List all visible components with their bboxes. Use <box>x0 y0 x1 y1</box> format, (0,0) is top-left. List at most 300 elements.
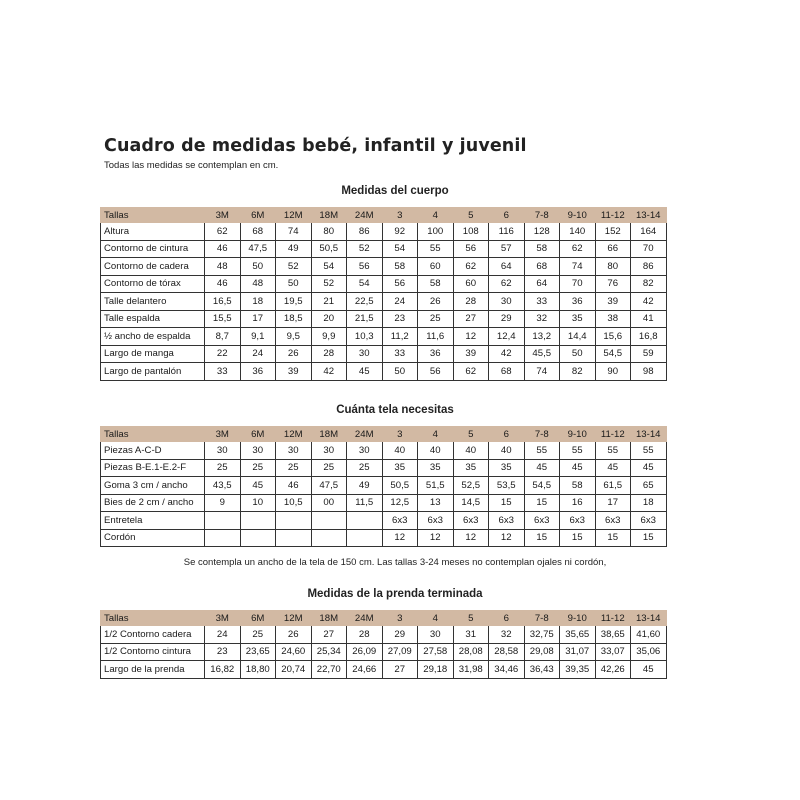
table-cell: 92 <box>382 223 418 241</box>
table-cell: 90 <box>595 363 631 381</box>
table-cell: 54 <box>382 240 418 258</box>
table-cell: 76 <box>595 275 631 293</box>
size-header: 18M <box>311 427 347 442</box>
table-cell: 60 <box>418 258 454 276</box>
table-row <box>101 345 667 363</box>
table-cell: 46 <box>205 275 241 293</box>
page-title: Cuadro de medidas bebé, infantil y juvenil <box>104 136 527 156</box>
page-subtitle: Todas las medidas se contemplan en cm. <box>104 160 279 171</box>
table-cell: 24,66 <box>347 661 383 679</box>
table-cell: 45 <box>560 459 596 477</box>
row-label: Contorno de tórax <box>101 275 205 293</box>
table-row <box>101 442 667 460</box>
size-header: 6M <box>240 208 276 223</box>
table-cell <box>311 512 347 530</box>
table-cell: 23 <box>205 643 241 661</box>
table-cell: 58 <box>524 240 560 258</box>
table-cell: 36 <box>560 293 596 311</box>
table-cell: 164 <box>631 223 667 241</box>
table-cell: 42 <box>631 293 667 311</box>
section-title-body: Medidas del cuerpo <box>341 185 449 197</box>
table-cell: 25,34 <box>311 643 347 661</box>
table-row <box>101 258 667 276</box>
table-cell: 50 <box>560 345 596 363</box>
table-cell: 53,5 <box>489 477 525 495</box>
table-cell: 45 <box>631 459 667 477</box>
table-cell: 26 <box>276 345 312 363</box>
table-cell: 47,5 <box>311 477 347 495</box>
table-row <box>101 328 667 346</box>
size-header: 13-14 <box>631 427 667 442</box>
table-cell: 50 <box>240 258 276 276</box>
size-header: 3M <box>205 427 241 442</box>
table-cell: 42 <box>489 345 525 363</box>
table-row <box>101 643 667 661</box>
table-cell: 46 <box>205 240 241 258</box>
table-cell: 15 <box>560 529 596 547</box>
table-cell: 60 <box>453 275 489 293</box>
size-header: 9-10 <box>560 611 596 626</box>
table-cell: 6x3 <box>524 512 560 530</box>
table-cell: 9 <box>205 494 241 512</box>
table-cell: 70 <box>631 240 667 258</box>
size-header: 4 <box>418 427 454 442</box>
table-cell: 36 <box>240 363 276 381</box>
table-cell: 31,98 <box>453 661 489 679</box>
table-cell: 54 <box>311 258 347 276</box>
row-label: Altura <box>101 223 205 241</box>
table-cell: 58 <box>418 275 454 293</box>
table-cell: 32,75 <box>524 626 560 644</box>
table-cell: 55 <box>595 442 631 460</box>
table-cell: 36 <box>418 345 454 363</box>
table-cell: 8,7 <box>205 328 241 346</box>
size-header: 7-8 <box>524 611 560 626</box>
table-cell: 33 <box>524 293 560 311</box>
table-cell: 17 <box>595 494 631 512</box>
size-header: 12M <box>276 208 312 223</box>
size-header: 13-14 <box>631 208 667 223</box>
table-cell: 23,65 <box>240 643 276 661</box>
row-label: Largo de la prenda <box>101 661 205 679</box>
table-cell: 39 <box>595 293 631 311</box>
table-cell: 86 <box>631 258 667 276</box>
table-cell: 25 <box>347 459 383 477</box>
section-title-finished: Medidas de la prenda terminada <box>307 588 483 600</box>
size-header: 24M <box>347 208 383 223</box>
table-cell: 54,5 <box>595 345 631 363</box>
table-cell <box>347 512 383 530</box>
table-cell: 26 <box>418 293 454 311</box>
table-cell: 41 <box>631 310 667 328</box>
table-cell: 35 <box>418 459 454 477</box>
table-cell: 152 <box>595 223 631 241</box>
table-cell: 22,5 <box>347 293 383 311</box>
table-cell: 25 <box>418 310 454 328</box>
table-cell: 6x3 <box>418 512 454 530</box>
size-header: 9-10 <box>560 208 596 223</box>
table-cell: 33 <box>205 363 241 381</box>
table-cell: 66 <box>595 240 631 258</box>
header-label: Tallas <box>101 208 205 223</box>
table-cell: 25 <box>276 459 312 477</box>
table-cell: 29,18 <box>418 661 454 679</box>
table-cell: 80 <box>595 258 631 276</box>
table-cell: 12,4 <box>489 328 525 346</box>
size-header: 11-12 <box>595 427 631 442</box>
table-cell: 82 <box>631 275 667 293</box>
size-header: 6 <box>489 611 525 626</box>
table-cell: 17 <box>240 310 276 328</box>
table-cell: 10,3 <box>347 328 383 346</box>
size-header: 3 <box>382 427 418 442</box>
table-cell: 26,09 <box>347 643 383 661</box>
table-cell: 62 <box>453 258 489 276</box>
table-cell: 27 <box>453 310 489 328</box>
table-cell <box>276 529 312 547</box>
table-cell: 61,5 <box>595 477 631 495</box>
table-cell: 58 <box>382 258 418 276</box>
fabric-needed-table <box>100 426 667 547</box>
table-cell: 35 <box>382 459 418 477</box>
table-cell: 18,80 <box>240 661 276 679</box>
table-cell: 31,07 <box>560 643 596 661</box>
table-cell: 56 <box>382 275 418 293</box>
table-cell: 27 <box>382 661 418 679</box>
row-label: Piezas A-C-D <box>101 442 205 460</box>
table-cell: 74 <box>560 258 596 276</box>
table-cell: 13,2 <box>524 328 560 346</box>
table-row <box>101 363 667 381</box>
table-cell: 41,60 <box>631 626 667 644</box>
table-cell: 29 <box>489 310 525 328</box>
size-header: 13-14 <box>631 611 667 626</box>
table-cell: 32 <box>524 310 560 328</box>
table-cell: 15 <box>524 494 560 512</box>
table-cell: 56 <box>453 240 489 258</box>
table-cell: 55 <box>631 442 667 460</box>
table-cell: 38,65 <box>595 626 631 644</box>
row-label: Entretela <box>101 512 205 530</box>
table-cell: 50 <box>382 363 418 381</box>
header-row <box>101 208 667 223</box>
size-header: 6M <box>240 611 276 626</box>
table-cell: 62 <box>560 240 596 258</box>
table-cell: 46 <box>276 477 312 495</box>
table-cell: 25 <box>240 626 276 644</box>
table-cell: 38 <box>595 310 631 328</box>
table-cell: 14,5 <box>453 494 489 512</box>
table-cell <box>205 529 241 547</box>
header-label: Tallas <box>101 611 205 626</box>
table-cell: 32 <box>489 626 525 644</box>
size-header: 3M <box>205 208 241 223</box>
header-row <box>101 611 667 626</box>
row-label: ½ ancho de espalda <box>101 328 205 346</box>
table-cell: 25 <box>205 459 241 477</box>
table-cell: 00 <box>311 494 347 512</box>
size-header: 7-8 <box>524 427 560 442</box>
row-label: Largo de manga <box>101 345 205 363</box>
table-cell: 50 <box>276 275 312 293</box>
table-cell: 39 <box>453 345 489 363</box>
table-cell: 18,5 <box>276 310 312 328</box>
table-cell: 45,5 <box>524 345 560 363</box>
table-cell: 74 <box>276 223 312 241</box>
table-cell: 15 <box>524 529 560 547</box>
table-cell: 9,1 <box>240 328 276 346</box>
table-cell: 49 <box>276 240 312 258</box>
table-cell: 62 <box>453 363 489 381</box>
table-cell: 55 <box>560 442 596 460</box>
table-cell: 15 <box>595 529 631 547</box>
size-header: 11-12 <box>595 611 631 626</box>
table-cell: 25 <box>311 459 347 477</box>
row-label: Talle espalda <box>101 310 205 328</box>
table-cell: 28 <box>347 626 383 644</box>
table-cell: 23 <box>382 310 418 328</box>
table-cell: 48 <box>240 275 276 293</box>
table-cell: 47,5 <box>240 240 276 258</box>
table-cell: 62 <box>205 223 241 241</box>
table-cell: 54,5 <box>524 477 560 495</box>
table-cell: 34,46 <box>489 661 525 679</box>
table-cell: 27 <box>311 626 347 644</box>
table-cell: 10,5 <box>276 494 312 512</box>
table-cell: 68 <box>489 363 525 381</box>
table-cell: 68 <box>524 258 560 276</box>
row-label: Piezas B-E.1-E.2-F <box>101 459 205 477</box>
table-row <box>101 223 667 241</box>
table-cell: 40 <box>453 442 489 460</box>
fabric-note: Se contempla un ancho de la tela de 150 cm. Las tallas 3-24 meses no contemplan ojales ni cordón, <box>183 557 607 568</box>
table-cell: 52 <box>347 240 383 258</box>
table-cell: 13 <box>418 494 454 512</box>
table-cell: 12 <box>453 529 489 547</box>
table-row <box>101 459 667 477</box>
row-label: Cordón <box>101 529 205 547</box>
table-cell: 29,08 <box>524 643 560 661</box>
table-cell: 35 <box>560 310 596 328</box>
table-row <box>101 494 667 512</box>
size-header: 9-10 <box>560 427 596 442</box>
table-cell: 30 <box>347 345 383 363</box>
table-cell: 12,5 <box>382 494 418 512</box>
table-cell: 86 <box>347 223 383 241</box>
table-cell: 15,5 <box>205 310 241 328</box>
row-label: Goma 3 cm / ancho <box>101 477 205 495</box>
table-cell: 57 <box>489 240 525 258</box>
table-cell: 30 <box>240 442 276 460</box>
table-cell: 39 <box>276 363 312 381</box>
size-header: 18M <box>311 611 347 626</box>
table-cell: 64 <box>489 258 525 276</box>
table-cell: 45 <box>595 459 631 477</box>
table-cell: 35 <box>489 459 525 477</box>
table-cell: 65 <box>631 477 667 495</box>
table-cell: 19,5 <box>276 293 312 311</box>
table-cell: 30 <box>205 442 241 460</box>
table-cell: 28 <box>453 293 489 311</box>
table-cell: 6x3 <box>560 512 596 530</box>
row-label: Largo de pantalón <box>101 363 205 381</box>
table-cell: 33,07 <box>595 643 631 661</box>
table-cell: 24 <box>240 345 276 363</box>
row-label: Talle delantero <box>101 293 205 311</box>
table-cell: 40 <box>382 442 418 460</box>
table-cell: 15 <box>631 529 667 547</box>
table-cell: 48 <box>205 258 241 276</box>
table-cell: 35,65 <box>560 626 596 644</box>
table-cell: 39,35 <box>560 661 596 679</box>
table-cell: 12 <box>489 529 525 547</box>
size-header: 6M <box>240 427 276 442</box>
table-row <box>101 275 667 293</box>
table-cell <box>347 529 383 547</box>
table-cell: 36,43 <box>524 661 560 679</box>
table-cell: 58 <box>560 477 596 495</box>
table-cell: 15 <box>489 494 525 512</box>
table-cell: 28,58 <box>489 643 525 661</box>
table-cell: 45 <box>524 459 560 477</box>
table-cell: 24 <box>382 293 418 311</box>
table-cell: 30 <box>418 626 454 644</box>
table-cell: 11,6 <box>418 328 454 346</box>
table-cell: 70 <box>560 275 596 293</box>
table-row <box>101 293 667 311</box>
size-header: 4 <box>418 208 454 223</box>
table-cell: 98 <box>631 363 667 381</box>
table-cell: 16,8 <box>631 328 667 346</box>
table-row <box>101 240 667 258</box>
table-cell: 12 <box>418 529 454 547</box>
table-cell: 6x3 <box>453 512 489 530</box>
size-header: 5 <box>453 427 489 442</box>
table-cell: 59 <box>631 345 667 363</box>
table-cell: 6x3 <box>631 512 667 530</box>
table-cell: 50,5 <box>382 477 418 495</box>
table-cell <box>311 529 347 547</box>
table-cell: 6x3 <box>382 512 418 530</box>
size-header: 12M <box>276 427 312 442</box>
row-label: 1/2 Contorno cadera <box>101 626 205 644</box>
table-cell: 22 <box>205 345 241 363</box>
table-cell: 18 <box>631 494 667 512</box>
row-label: 1/2 Contorno cintura <box>101 643 205 661</box>
size-header: 3 <box>382 208 418 223</box>
table-cell: 21,5 <box>347 310 383 328</box>
table-cell: 27,58 <box>418 643 454 661</box>
table-cell: 30 <box>489 293 525 311</box>
size-header: 24M <box>347 611 383 626</box>
table-cell: 128 <box>524 223 560 241</box>
table-cell: 9,9 <box>311 328 347 346</box>
row-label: Contorno de cintura <box>101 240 205 258</box>
table-cell: 35,06 <box>631 643 667 661</box>
size-header: 18M <box>311 208 347 223</box>
table-cell: 6x3 <box>489 512 525 530</box>
table-cell: 43,5 <box>205 477 241 495</box>
size-header: 3 <box>382 611 418 626</box>
row-label: Contorno de cadera <box>101 258 205 276</box>
size-header: 11-12 <box>595 208 631 223</box>
table-cell: 52 <box>311 275 347 293</box>
table-cell: 42,26 <box>595 661 631 679</box>
table-cell: 28 <box>311 345 347 363</box>
table-cell: 21 <box>311 293 347 311</box>
row-label: Bies de 2 cm / ancho <box>101 494 205 512</box>
section-title-fabric: Cuánta tela necesitas <box>336 404 454 416</box>
table-cell: 18 <box>240 293 276 311</box>
table-cell: 64 <box>524 275 560 293</box>
table-cell: 40 <box>418 442 454 460</box>
table-cell: 51,5 <box>418 477 454 495</box>
table-cell: 11,5 <box>347 494 383 512</box>
table-cell: 54 <box>347 275 383 293</box>
body-measurements-table <box>100 207 667 381</box>
table-cell: 52 <box>276 258 312 276</box>
table-cell: 45 <box>631 661 667 679</box>
table-cell: 33 <box>382 345 418 363</box>
size-header: 4 <box>418 611 454 626</box>
table-cell: 31 <box>453 626 489 644</box>
table-row <box>101 529 667 547</box>
size-header: 24M <box>347 427 383 442</box>
table-cell: 6x3 <box>595 512 631 530</box>
size-header: 3M <box>205 611 241 626</box>
table-cell: 25 <box>240 459 276 477</box>
table-cell: 45 <box>240 477 276 495</box>
size-header: 5 <box>453 208 489 223</box>
table-cell: 56 <box>347 258 383 276</box>
table-row <box>101 310 667 328</box>
table-cell: 9,5 <box>276 328 312 346</box>
size-header: 5 <box>453 611 489 626</box>
table-cell <box>276 512 312 530</box>
table-cell: 24 <box>205 626 241 644</box>
table-cell: 80 <box>311 223 347 241</box>
table-cell: 15,6 <box>595 328 631 346</box>
table-cell: 140 <box>560 223 596 241</box>
table-cell: 42 <box>311 363 347 381</box>
table-row <box>101 661 667 679</box>
table-cell: 116 <box>489 223 525 241</box>
size-header: 7-8 <box>524 208 560 223</box>
table-row <box>101 626 667 644</box>
table-cell: 40 <box>489 442 525 460</box>
table-cell: 30 <box>347 442 383 460</box>
header-row <box>101 427 667 442</box>
table-cell: 55 <box>524 442 560 460</box>
table-cell: 27,09 <box>382 643 418 661</box>
table-cell <box>240 529 276 547</box>
table-cell: 56 <box>418 363 454 381</box>
size-header: 12M <box>276 611 312 626</box>
table-cell: 74 <box>524 363 560 381</box>
table-cell: 82 <box>560 363 596 381</box>
table-cell: 108 <box>453 223 489 241</box>
table-cell <box>240 512 276 530</box>
table-row <box>101 512 667 530</box>
header-label: Tallas <box>101 427 205 442</box>
table-cell: 50,5 <box>311 240 347 258</box>
table-cell: 24,60 <box>276 643 312 661</box>
table-cell: 52,5 <box>453 477 489 495</box>
table-cell: 14,4 <box>560 328 596 346</box>
table-cell: 68 <box>240 223 276 241</box>
table-cell: 30 <box>311 442 347 460</box>
table-cell: 28,08 <box>453 643 489 661</box>
